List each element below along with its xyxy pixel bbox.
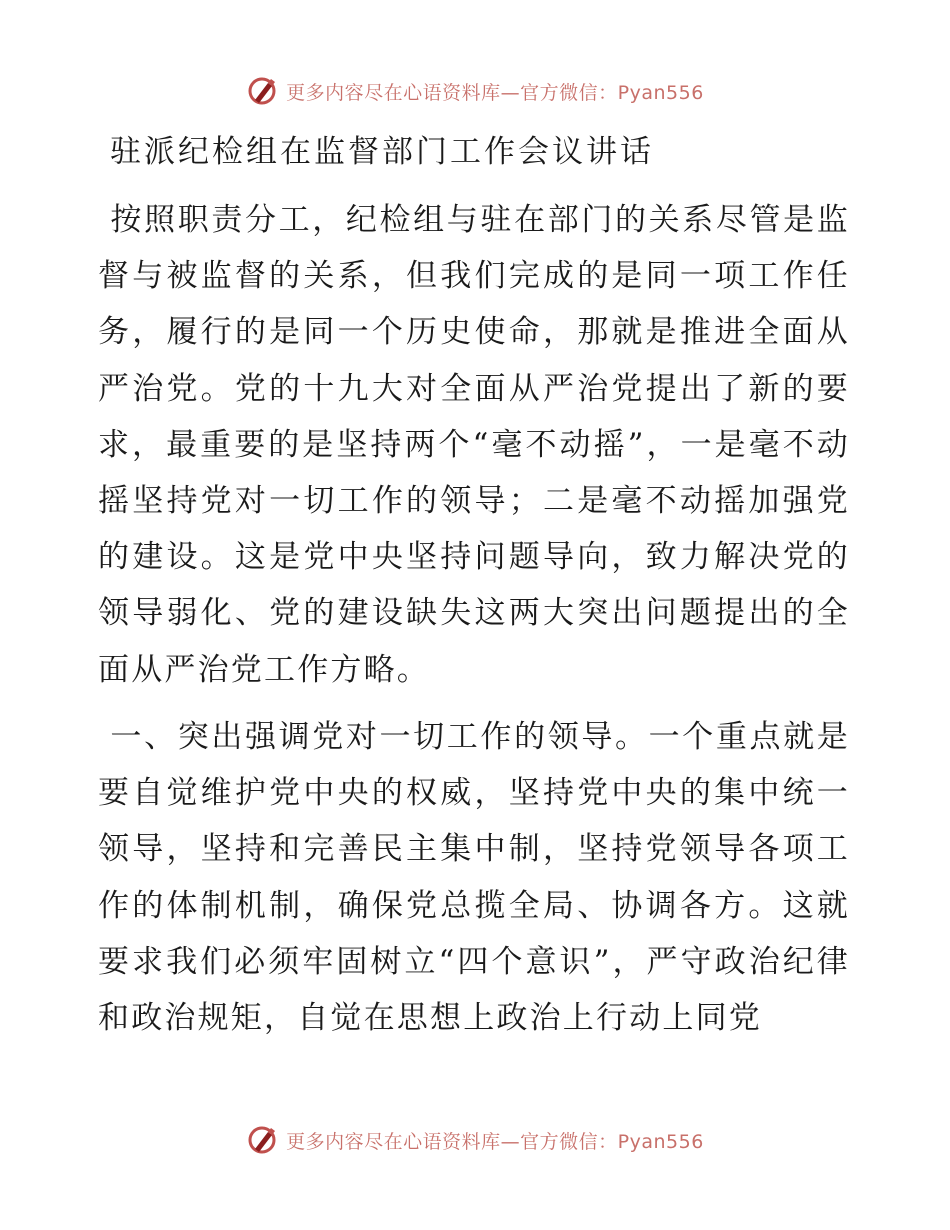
body-paragraph-1 [98,192,850,698]
body-paragraph-2 [98,709,850,1046]
watermark-text: 更多内容尽在心语资料库—官方微信：Pyan556 [286,81,704,104]
watermark-text: 更多内容尽在心语资料库—官方微信：Pyan556 [286,1130,704,1153]
pen-logo-icon [246,1123,280,1157]
paragraph-text: 一、突出强调党对一切工作的领导。一个重点就是要自觉维护党中央的权威，坚持党中央的集中统一领导，坚持和完善民主集中制，坚持党领导各项工作的体制机制，确保党总揽全局、协调各方。这就要求我们必须牢固树立“四个意识”，严守政治纪律和政治规矩，自觉在思想上政治上行动上同党 [98,719,850,1037]
pen-logo-icon [246,74,280,108]
header-watermark-banner [0,71,950,111]
paragraph-text: 按照职责分工，纪检组与驻在部门的关系尽管是监督与被监督的关系，但我们完成的是同一项工作任务，履行的是同一个历史使命，那就是推进全面从严治党。党的十九大对全面从严治党提出了新的要求，最重要的是坚持两个“毫不动摇”，一是毫不动摇坚持党对一切工作的领导；二是毫不动摇加强党的建设。这是党中央坚持问题导向，致力解决党的领导弱化、党的建设缺失这两大突出问题提出的全面从严治党工作方略。 [98,202,850,688]
document-title: 驻派纪检组在监督部门工作会议讲话 [110,134,654,170]
footer-watermark-banner [0,1120,950,1160]
